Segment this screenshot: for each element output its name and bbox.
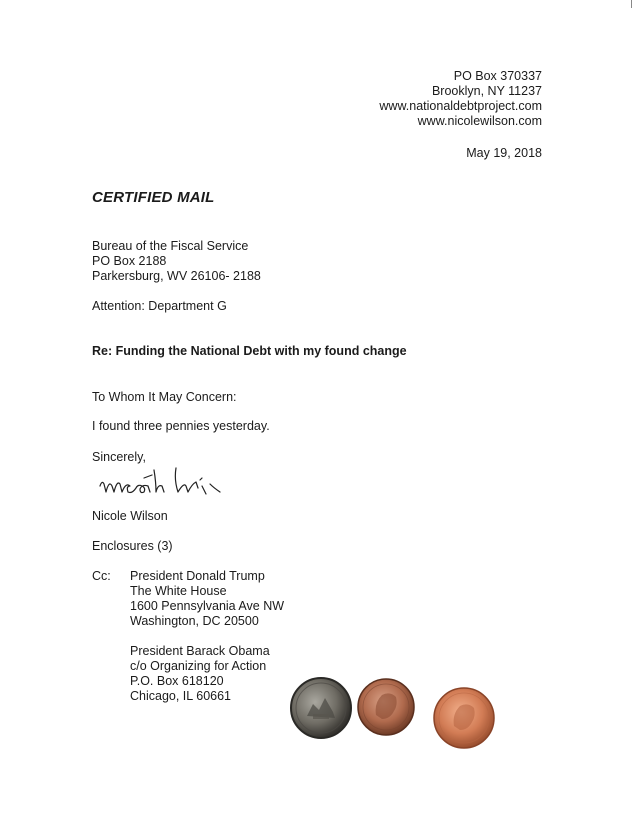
handwritten-signature <box>96 462 266 504</box>
cc-line: c/o Organizing for Action <box>130 659 267 673</box>
cc-line: President Barack Obama <box>130 644 270 658</box>
copper-penny-image <box>356 677 416 737</box>
enclosures-note: Enclosures (3) <box>92 539 173 553</box>
cc-entry-obama <box>130 644 284 704</box>
sender-po-box: PO Box 370337 <box>453 69 542 83</box>
recipient-line-3: Parkersburg, WV 26106- 2188 <box>92 269 261 283</box>
cc-label: Cc: <box>92 569 111 583</box>
cc-entry-trump <box>130 569 284 629</box>
attention-line: Attention: Department G <box>92 299 227 313</box>
letter-body: I found three pennies yesterday. <box>92 419 270 433</box>
worn-penny-image <box>289 676 353 740</box>
sender-website-1: www.nationaldebtproject.com <box>379 99 542 113</box>
shiny-penny-image <box>432 686 496 750</box>
sender-address <box>379 69 542 129</box>
recipient-line-2: PO Box 2188 <box>92 254 167 268</box>
certified-mail-heading: CERTIFIED MAIL <box>92 189 215 206</box>
recipient-address <box>92 239 261 284</box>
cc-line: Washington, DC 20500 <box>130 614 259 628</box>
cc-list <box>130 569 284 719</box>
salutation: To Whom It May Concern: <box>92 390 237 404</box>
sender-city: Brooklyn, NY 11237 <box>431 84 542 98</box>
cc-line: The White House <box>130 584 227 598</box>
subject-line: Re: Funding the National Debt with my found change <box>92 344 407 358</box>
sender-website-2: www.nicolewilson.com <box>417 114 542 128</box>
cc-line: P.O. Box 618120 <box>130 674 224 688</box>
scan-corner-mark <box>631 0 632 8</box>
cc-line: Chicago, IL 60661 <box>130 689 232 703</box>
cc-line: President Donald Trump <box>130 569 265 583</box>
cc-line: 1600 Pennsylvania Ave NW <box>130 599 285 613</box>
letter-date: May 19, 2018 <box>466 146 542 160</box>
closing: Sincerely, <box>92 450 146 464</box>
signer-name: Nicole Wilson <box>92 509 168 523</box>
recipient-line-1: Bureau of the Fiscal Service <box>92 239 249 253</box>
